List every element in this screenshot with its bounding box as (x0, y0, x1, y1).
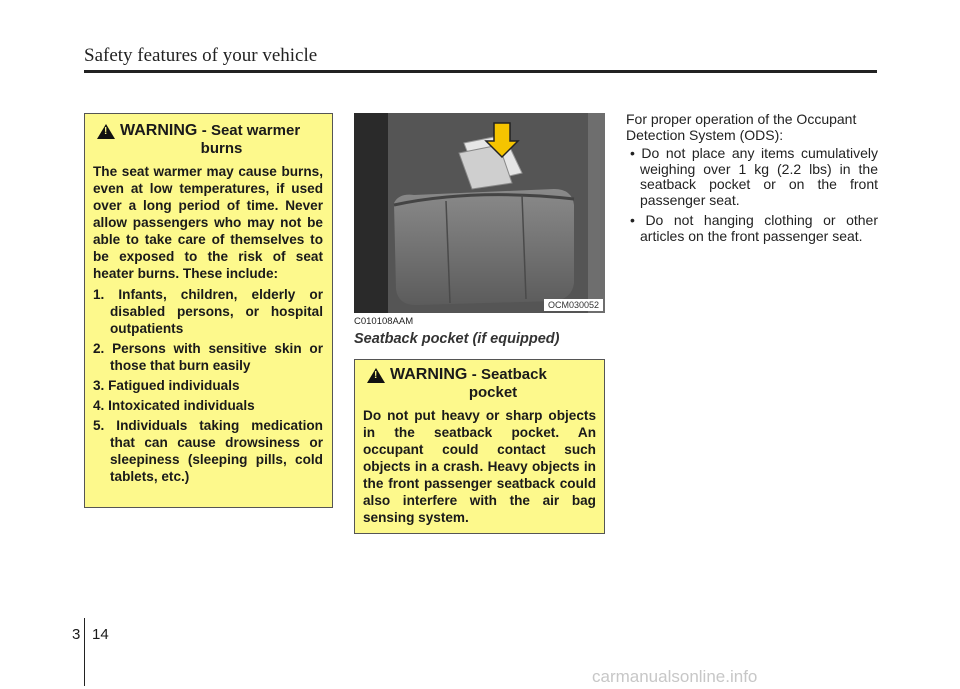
warning-subtitle-cont: burns (200, 140, 243, 157)
list-item: • Do not place any items cumulatively weighing over 1 kg (2.2 lbs) in the seatback pocket or on the front passenger seat. (630, 145, 878, 208)
warning-subtitle: - Seatback (471, 366, 547, 383)
warning-subtitle-cont: pocket (468, 384, 518, 401)
ods-intro: For proper operation of the Occupant Detection System (ODS): (626, 111, 857, 143)
list-item: 5. Individuals taking medication that can cause drowsiness or sleepiness (sleeping pills, cold tablets, etc.) (93, 418, 323, 484)
list-item: 3. Fatigued individuals (93, 378, 240, 393)
section-title: Safety features of your vehicle (84, 45, 318, 66)
list-item: 1. Infants, children, elderly or disabled persons, or hospital outpatients (93, 287, 323, 336)
warning-body: Do not put heavy or sharp objects in the seatback pocket. An occupant could contact such objects in a crash. Heavy objects in the front passenger seatback could also interfere with the air bag sensing system. (363, 408, 596, 525)
list-item: • Do not hanging clothing or other articles on the front passenger seat. (630, 212, 878, 244)
seatback-pocket-photo (354, 113, 605, 313)
page-number: 14 (92, 626, 109, 643)
page-divider (84, 618, 85, 686)
list-item: 2. Persons with sensitive skin or those that burn easily (93, 341, 323, 373)
watermark[interactable]: carmanualsonline.info (592, 667, 758, 686)
warning-body: The seat warmer may cause burns, even at low temperatures, if used over a long period of time. Never allow passengers who may not be able to take care of themselves to be exposed to the risk of seat heater burns. These include: (93, 164, 323, 281)
title-rule (84, 70, 877, 73)
section-caption: Seatback pocket (if equipped) (354, 331, 560, 347)
seatback-illustration (354, 113, 605, 313)
section-number: 3 (72, 626, 81, 643)
warning-box-seatback-pocket (354, 359, 605, 534)
warning-subtitle: - Seat warmer (201, 122, 301, 139)
warning-label: WARNING (390, 366, 468, 383)
warning-header (363, 366, 596, 401)
ods-list (626, 146, 878, 244)
ods-instructions (626, 112, 878, 249)
warning-header (93, 122, 323, 157)
warning-triangle-icon (367, 368, 385, 383)
figure-code: OCM030052 (544, 299, 603, 311)
warning-box-seat-warmer (84, 113, 333, 508)
warning-triangle-icon (97, 124, 115, 139)
warning-list (93, 286, 323, 485)
warning-label: WARNING (120, 122, 198, 139)
list-item: 4. Intoxicated individuals (93, 398, 255, 413)
section-code: C010108AAM (354, 316, 414, 327)
